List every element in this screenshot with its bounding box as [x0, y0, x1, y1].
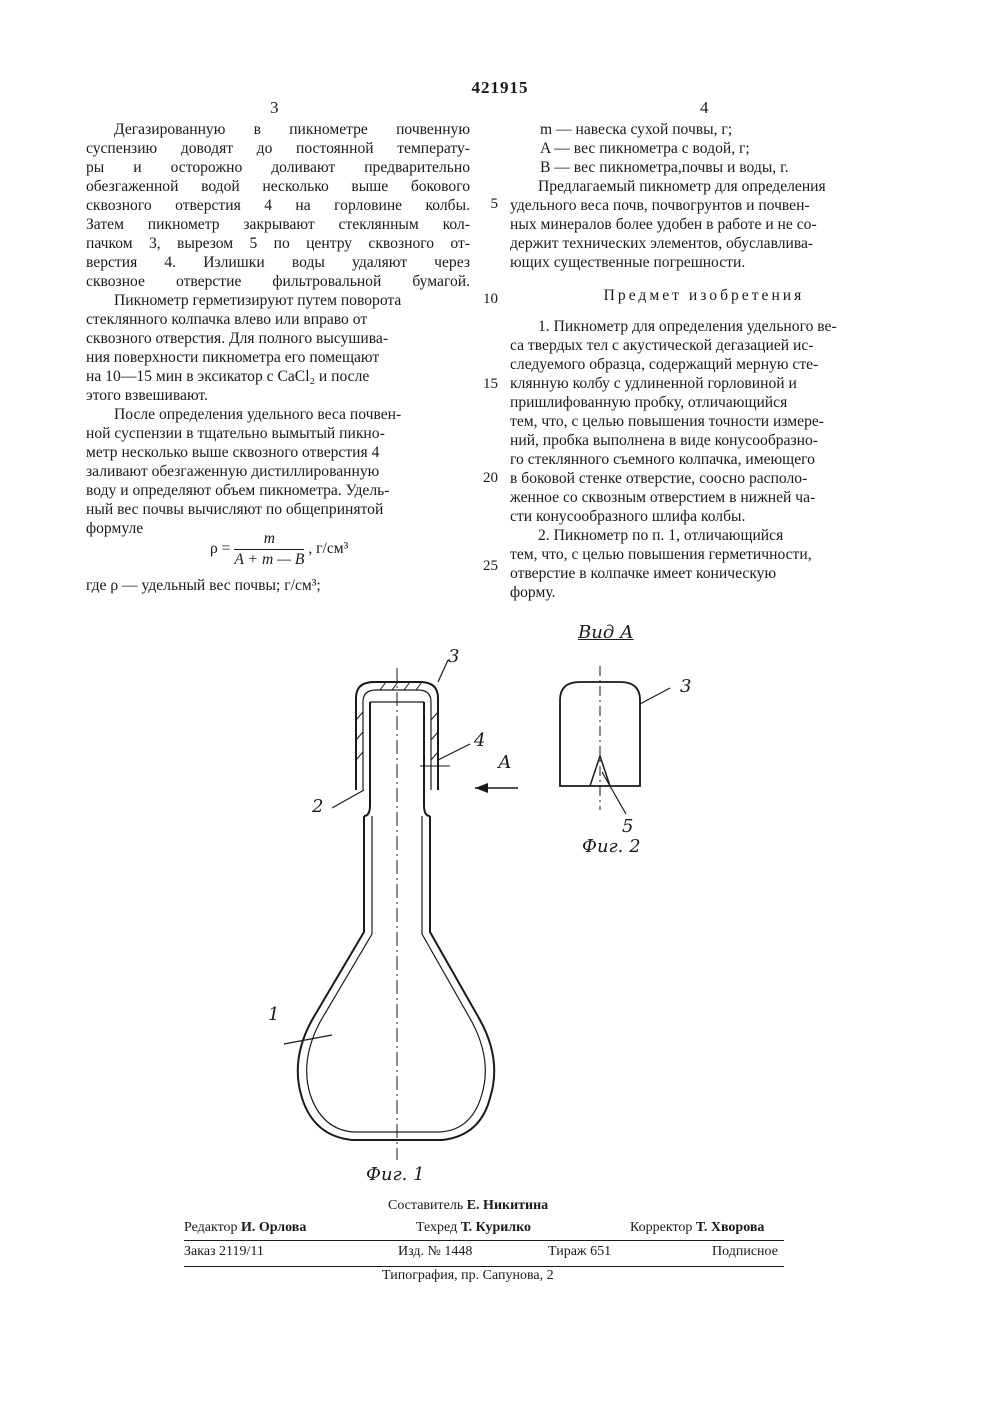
text-line: са твердых тел с акустической дегазацией ис-: [510, 337, 814, 354]
line-number: 20: [483, 470, 498, 486]
corrector-line: [630, 1220, 764, 1236]
view-a-label: Вид А: [578, 622, 634, 643]
corrector-name: Т. Хворова: [695, 1220, 765, 1235]
label-cap-3-view: 3: [680, 676, 692, 697]
line-number: 15: [483, 376, 498, 392]
editor-line: [184, 1220, 306, 1236]
left-column: [86, 120, 470, 538]
label-cutout-5: 5: [622, 816, 634, 837]
text-line: пришлифованную пробку, отличающийся: [510, 394, 788, 411]
text-line: Затем пикнометр закрывают стеклянным кол-: [86, 216, 470, 233]
text-line: заливают обезгаженную дистиллированную: [86, 463, 380, 480]
label-cap-3: 3: [448, 646, 460, 667]
text-line: стеклянного колпачка влево или вправо от: [86, 311, 368, 328]
text-line: пачком 3, вырезом 5 по центру сквозного от-: [86, 235, 470, 252]
corrector-label: Корректор: [630, 1220, 693, 1235]
editor-name: И. Орлова: [241, 1220, 307, 1235]
page-number-right: 4: [700, 98, 709, 117]
editor-label: Редактор: [184, 1220, 238, 1235]
text-line: Пикнометр герметизируют путем поворота: [114, 292, 402, 309]
section-title: Предмет изобретения: [603, 287, 805, 304]
text-line: тем, что, с целью повышения герметичности,: [510, 546, 812, 563]
text-line: следуемого образца, содержащий мерную сте-: [510, 356, 819, 373]
subscription-status: Подписное: [712, 1244, 778, 1259]
text-line: метр несколько выше сквозного отверстия 4: [86, 444, 380, 461]
formula-fraction: [234, 530, 304, 569]
page-number-left: 3: [270, 98, 279, 117]
text-line: суспензию доводят до постоянной температу-: [86, 140, 470, 157]
document-number: 421915: [471, 78, 529, 97]
formula-denominator: A + m — B: [234, 551, 305, 568]
line-number: 25: [483, 558, 498, 574]
paragraph-after-determination: [86, 405, 470, 538]
definition-b: B — вес пикнометра,почвы и воды, г.: [540, 159, 789, 176]
text-line: ний, пробка выполнена в виде конусообразно-: [510, 432, 818, 449]
label-neck-2: 2: [312, 796, 324, 817]
text-line: го стеклянного съемного колпачка, имеющего: [510, 451, 815, 468]
text-line: держит технических элементов, обуславлива-: [510, 235, 814, 252]
text-line: отверстие в колпачке имеет коническую: [510, 565, 777, 582]
formula-where-line: где ρ — удельный вес почвы; г/см³;: [86, 577, 321, 594]
paragraph-summary: [510, 177, 898, 272]
text-line: в боковой стенке отверстие, соосно располо-: [510, 470, 808, 487]
text-line: ния поверхности пикнометра его помещают: [86, 349, 380, 366]
text-line: сквозное отверстие фильтровальной бумагой.: [86, 273, 470, 290]
techred-name: Т. Курилко: [460, 1220, 532, 1235]
text-line: тем, что, с целью повышения точности измере-: [510, 413, 824, 430]
right-column: [510, 120, 898, 602]
flask-body: [298, 816, 494, 1140]
text-line: 2. Пикнометр по п. 1, отличающийся: [538, 527, 784, 544]
text-line: ных минералов более удобен в работе и не со-: [510, 216, 817, 233]
figure-1-caption: Фиг. 1: [366, 1164, 425, 1185]
composer-line: [388, 1198, 548, 1214]
paragraph-sealing: [86, 291, 470, 405]
text-line: на 10—15 мин в эксикатор с CaCl₂ и после: [86, 368, 370, 385]
text-line: обезгаженной водой несколько выше бокового: [86, 178, 470, 195]
text-line: верстия 4. Излишки воды удаляют через: [86, 254, 470, 271]
text-line: ной суспензии в тщательно вымытый пикно-: [86, 425, 385, 442]
text-line: ры и осторожно доливают предварительно: [86, 159, 470, 176]
printer-line: Типография, пр. Сапунова, 2: [382, 1268, 554, 1283]
formula-lhs: ρ =: [210, 540, 231, 558]
text-line: удельного веса почв, почвогрунтов и почвен-: [510, 197, 810, 214]
text-line: клянную колбу с удлиненной горловиной и: [510, 375, 797, 392]
text-line: этого взвешивают.: [86, 387, 208, 404]
definition-m: m — навеска сухой почвы, г;: [540, 121, 733, 138]
formula-unit: , г/см³: [308, 540, 349, 558]
text-line: воду и определяют объем пикнометра. Удель-: [86, 482, 390, 499]
text-line: формуле: [86, 520, 144, 537]
paragraph-degassed: [86, 120, 470, 291]
variable-definitions: [510, 120, 898, 177]
label-hole-4: 4: [474, 730, 486, 751]
figure-1-drawing: [260, 640, 540, 1200]
order-number: Заказ 2119/11: [184, 1244, 264, 1259]
edition-number: Изд. № 1448: [398, 1244, 473, 1259]
credits-divider-bottom: [184, 1266, 784, 1267]
text-line: ющих существенные погрешности.: [510, 254, 746, 271]
figure-2-caption: Фиг. 2: [582, 836, 641, 857]
label-flask-1: 1: [268, 1004, 280, 1025]
composer-label: Составитель: [388, 1198, 464, 1213]
text-line: ный вес почвы вычисляют по общепринятой: [86, 501, 384, 518]
composer-name: Е. Никитина: [466, 1198, 549, 1213]
circulation: Тираж 651: [548, 1244, 612, 1259]
claim-2: [510, 526, 898, 602]
text-line: После определения удельного веса почвен-: [114, 406, 402, 423]
text-line: 1. Пикнометр для определения удельного ве-: [538, 318, 837, 335]
text-line: женное со сквозным отверстием в нижней ча-: [510, 489, 816, 506]
formula-numerator: m: [234, 530, 304, 550]
line-number: 10: [483, 291, 498, 307]
techred-label: Техред: [416, 1220, 458, 1235]
claim-1: [510, 317, 898, 526]
density-formula: [210, 530, 348, 569]
definition-a: A — вес пикнометра с водой, г;: [540, 140, 750, 157]
text-line: форму.: [510, 584, 556, 601]
text-line: сти конусообразного шлифа колбы.: [510, 508, 746, 525]
text-line: сквозного отверстия. Для полного высушива-: [86, 330, 389, 347]
text-line: Дегазированную в пикнометре почвенную: [114, 121, 470, 138]
line-number: 5: [490, 196, 498, 212]
text-line: Предлагаемый пикнометр для определения: [538, 178, 826, 195]
credits-divider-top: [184, 1240, 784, 1241]
text-line: сквозного отверстия 4 на горловине колбы.: [86, 197, 470, 214]
techred-line: [416, 1220, 531, 1236]
arrow-a-label: А: [498, 752, 512, 773]
